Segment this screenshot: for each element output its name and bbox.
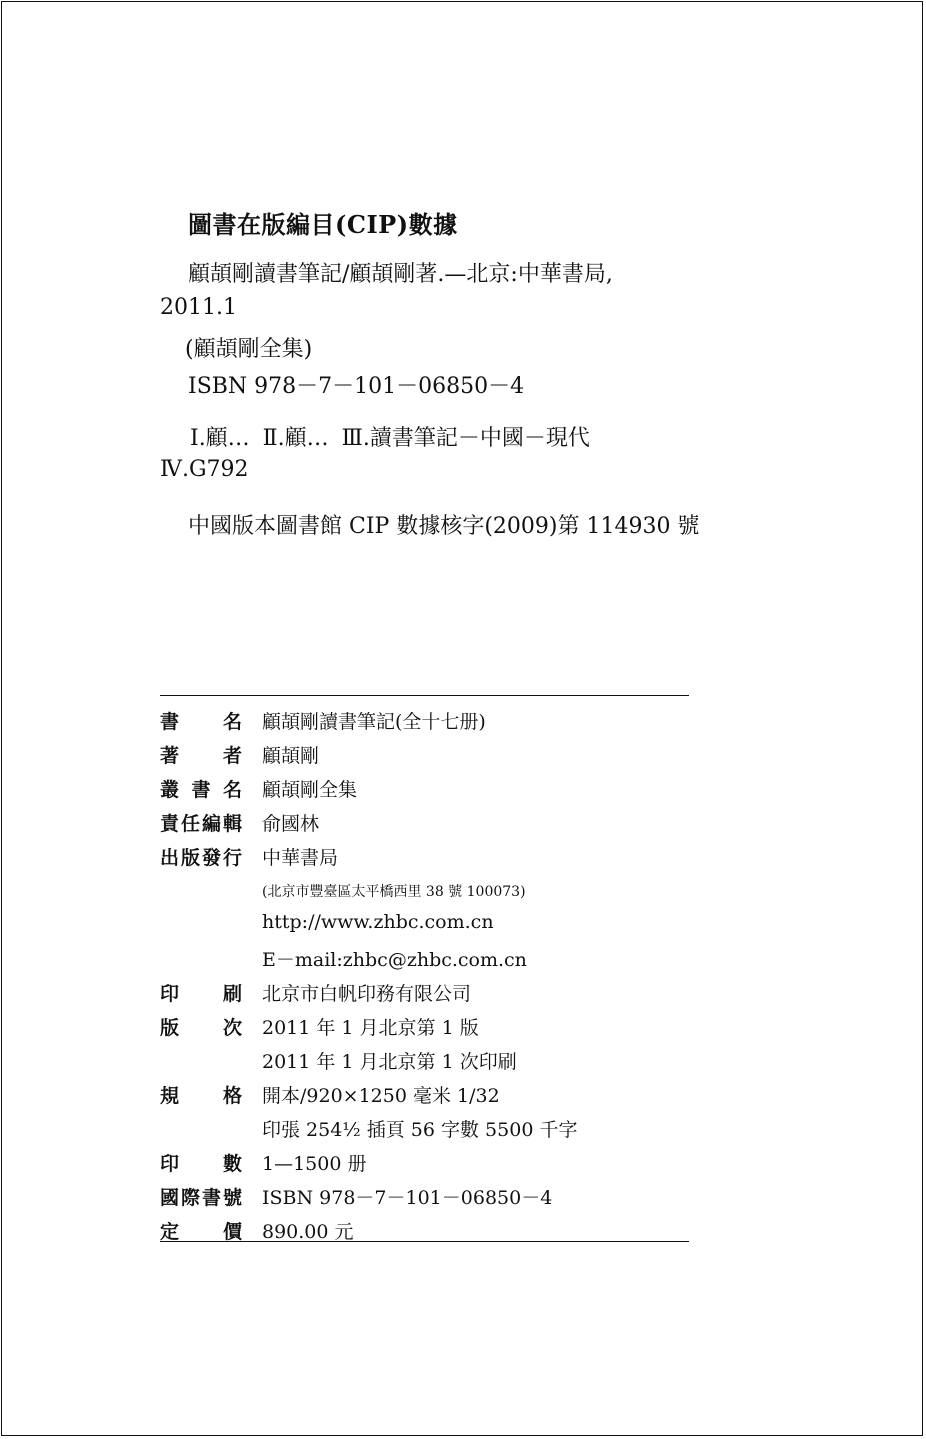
row-value: 1—1500 册 (262, 1153, 367, 1175)
row-value: 北京市白帆印務有限公司 (262, 983, 472, 1005)
colophon-row-sheets (160, 1115, 689, 1149)
cip-line-series: (顧頡剛全集) (185, 337, 313, 362)
colophon-row-printer (160, 979, 689, 1013)
row-label: 叢 書 名 (160, 779, 242, 801)
colophon-row-format (160, 1081, 689, 1115)
row-value: 印張 254½ 插頁 56 字數 5500 千字 (262, 1119, 578, 1141)
row-value: 2011 年 1 月北京第 1 次印刷 (262, 1051, 517, 1073)
row-label: 責 任 編 輯 (160, 813, 242, 835)
colophon-row-price (160, 1217, 689, 1251)
colophon-row-printing (160, 1047, 689, 1081)
row-value: 顧頡剛 (262, 745, 320, 767)
row-label: 出 版 發 行 (160, 847, 242, 869)
colophon-row-isbn (160, 1183, 689, 1217)
row-value: 開本/920×1250 毫米 1/32 (262, 1085, 500, 1107)
colophon-row-website (160, 911, 689, 945)
colophon-row-series (160, 775, 689, 809)
cip-line-title: 顧頡剛讀書筆記/顧頡剛著.—北京:中華書局, (188, 262, 613, 287)
row-label: 定 價 (160, 1221, 242, 1243)
row-label: 書 名 (160, 711, 242, 733)
top-rule (160, 695, 689, 696)
row-label: 版 次 (160, 1017, 242, 1039)
colophon-row-publisher (160, 843, 689, 877)
row-value: 890.00 元 (262, 1221, 354, 1243)
colophon-table (160, 707, 689, 1251)
row-label: 著 者 (160, 745, 242, 767)
cip-line-classification: Ⅳ.G792 (160, 457, 249, 482)
colophon-row-book-title (160, 707, 689, 741)
row-label: 國 際 書 號 (160, 1187, 242, 1209)
colophon-row-author (160, 741, 689, 775)
colophon-row-address (160, 877, 689, 911)
cip-line-date: 2011.1 (160, 295, 237, 320)
row-value: (北京市豐臺區太平橋西里 38 號 100073) (262, 884, 526, 900)
cip-line-cip-number: 中國版本圖書館 CIP 數據核字(2009)第 114930 號 (188, 514, 700, 539)
bottom-rule (160, 1241, 689, 1242)
row-value: 俞國林 (262, 813, 320, 835)
row-value: ISBN 978－7－101－06850－4 (262, 1187, 553, 1209)
colophon-row-edition (160, 1013, 689, 1047)
row-value: 顧頡剛全集 (262, 779, 358, 801)
cip-line-isbn: ISBN 978－7－101－06850－4 (188, 374, 525, 399)
cip-title: 圖書在版編目(CIP)數據 (188, 210, 458, 239)
row-value: E－mail:zhbc@zhbc.com.cn (262, 949, 527, 971)
row-value: 2011 年 1 月北京第 1 版 (262, 1017, 479, 1039)
row-value: 顧頡剛讀書筆記(全十七册) (262, 711, 486, 733)
row-value: http://www.zhbc.com.cn (262, 911, 494, 933)
row-label: 規 格 (160, 1085, 242, 1107)
colophon-row-editor (160, 809, 689, 843)
colophon-row-email (160, 945, 689, 979)
colophon-row-print-run (160, 1149, 689, 1183)
row-label: 印 數 (160, 1153, 242, 1175)
row-value: 中華書局 (262, 847, 339, 869)
row-label: 印 刷 (160, 983, 242, 1005)
cip-line-subjects: Ⅰ.顧… Ⅱ.顧… Ⅲ.讀書筆記－中國－現代 (190, 426, 590, 451)
